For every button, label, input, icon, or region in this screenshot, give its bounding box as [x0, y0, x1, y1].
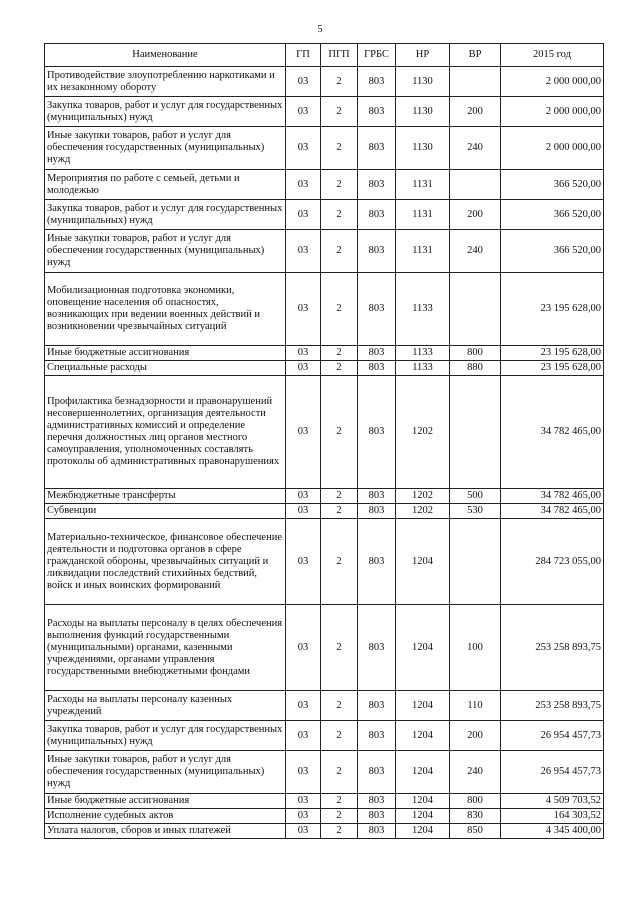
row-gp: 03	[286, 273, 321, 346]
row-nr: 1130	[396, 97, 450, 127]
budget-table	[44, 43, 604, 839]
row-gp: 03	[286, 97, 321, 127]
row-pgp: 2	[321, 67, 358, 97]
row-name: Межбюджетные трансферты	[45, 489, 286, 504]
row-pgp: 2	[321, 127, 358, 170]
row-name: Специальные расходы	[45, 361, 286, 376]
row-grbs: 803	[358, 346, 396, 361]
row-name: Уплата налогов, сборов и иных платежей	[45, 824, 286, 839]
row-grbs: 803	[358, 824, 396, 839]
row-gp: 03	[286, 824, 321, 839]
row-vr: 240	[450, 127, 501, 170]
row-pgp: 2	[321, 721, 358, 751]
row-gp: 03	[286, 127, 321, 170]
table-row	[45, 230, 604, 273]
row-vr: 850	[450, 824, 501, 839]
row-vr: 880	[450, 361, 501, 376]
row-grbs: 803	[358, 519, 396, 605]
row-amount: 366 520,00	[501, 200, 604, 230]
row-vr	[450, 376, 501, 489]
table-row	[45, 504, 604, 519]
table-header-row	[45, 44, 604, 67]
row-grbs: 803	[358, 794, 396, 809]
row-amount: 253 258 893,75	[501, 605, 604, 691]
row-vr: 240	[450, 230, 501, 273]
header-nr: НР	[396, 44, 450, 67]
row-amount: 34 782 465,00	[501, 489, 604, 504]
row-grbs: 803	[358, 504, 396, 519]
row-pgp: 2	[321, 605, 358, 691]
row-gp: 03	[286, 230, 321, 273]
row-grbs: 803	[358, 809, 396, 824]
row-amount: 26 954 457,73	[501, 751, 604, 794]
header-name: Наименование	[45, 44, 286, 67]
row-name: Закупка товаров, работ и услуг для государственных (муниципальных) нужд	[45, 721, 286, 751]
row-vr: 200	[450, 97, 501, 127]
table-row	[45, 519, 604, 605]
row-grbs: 803	[358, 376, 396, 489]
row-gp: 03	[286, 67, 321, 97]
row-pgp: 2	[321, 489, 358, 504]
row-amount: 23 195 628,00	[501, 346, 604, 361]
row-nr: 1133	[396, 273, 450, 346]
row-vr: 830	[450, 809, 501, 824]
row-vr: 240	[450, 751, 501, 794]
row-grbs: 803	[358, 230, 396, 273]
row-amount: 284 723 055,00	[501, 519, 604, 605]
row-pgp: 2	[321, 504, 358, 519]
row-amount: 366 520,00	[501, 230, 604, 273]
table-row	[45, 794, 604, 809]
table-row	[45, 751, 604, 794]
row-name: Профилактика безнадзорности и правонарушений несовершеннолетних, организация деятельности административных комиссий и определение перечня должностных лиц органов местного самоуправления, уполномоченных составлять протоколы об административных правонарушениях	[45, 376, 286, 489]
row-amount: 4 345 400,00	[501, 824, 604, 839]
row-amount: 366 520,00	[501, 170, 604, 200]
row-vr	[450, 170, 501, 200]
row-pgp: 2	[321, 794, 358, 809]
row-gp: 03	[286, 605, 321, 691]
row-amount: 34 782 465,00	[501, 504, 604, 519]
row-vr: 100	[450, 605, 501, 691]
header-vr: ВР	[450, 44, 501, 67]
table-row	[45, 605, 604, 691]
row-gp: 03	[286, 346, 321, 361]
row-pgp: 2	[321, 809, 358, 824]
row-pgp: 2	[321, 751, 358, 794]
row-pgp: 2	[321, 824, 358, 839]
row-grbs: 803	[358, 170, 396, 200]
row-name: Субвенции	[45, 504, 286, 519]
header-gp: ГП	[286, 44, 321, 67]
row-name: Иные бюджетные ассигнования	[45, 346, 286, 361]
table-row	[45, 489, 604, 504]
table-row	[45, 376, 604, 489]
row-name: Иные закупки товаров, работ и услуг для обеспечения государственных (муниципальных) нужд	[45, 230, 286, 273]
row-gp: 03	[286, 170, 321, 200]
table-row	[45, 67, 604, 97]
row-pgp: 2	[321, 97, 358, 127]
row-name: Расходы на выплаты персоналу в целях обеспечения выполнения функций государственными (муниципальными) органами, казенными учреждениями, органами управления государственными внебюджетными фондами	[45, 605, 286, 691]
row-nr: 1204	[396, 794, 450, 809]
row-amount: 2 000 000,00	[501, 97, 604, 127]
row-nr: 1133	[396, 361, 450, 376]
row-nr: 1204	[396, 721, 450, 751]
row-grbs: 803	[358, 691, 396, 721]
row-grbs: 803	[358, 200, 396, 230]
row-nr: 1204	[396, 809, 450, 824]
row-name: Закупка товаров, работ и услуг для государственных (муниципальных) нужд	[45, 200, 286, 230]
row-pgp: 2	[321, 691, 358, 721]
row-grbs: 803	[358, 721, 396, 751]
row-amount: 2 000 000,00	[501, 127, 604, 170]
row-name: Противодействие злоупотреблению наркотиками и их незаконному обороту	[45, 67, 286, 97]
row-vr: 530	[450, 504, 501, 519]
row-name: Мероприятия по работе с семьей, детьми и молодежью	[45, 170, 286, 200]
row-name: Расходы на выплаты персоналу казенных учреждений	[45, 691, 286, 721]
row-gp: 03	[286, 361, 321, 376]
row-pgp: 2	[321, 346, 358, 361]
row-vr: 500	[450, 489, 501, 504]
row-gp: 03	[286, 376, 321, 489]
row-nr: 1202	[396, 504, 450, 519]
row-name: Иные бюджетные ассигнования	[45, 794, 286, 809]
row-vr	[450, 67, 501, 97]
row-nr: 1204	[396, 751, 450, 794]
row-nr: 1204	[396, 691, 450, 721]
page-number: 5	[317, 24, 323, 35]
table-row	[45, 273, 604, 346]
row-pgp: 2	[321, 376, 358, 489]
row-grbs: 803	[358, 489, 396, 504]
row-vr: 800	[450, 346, 501, 361]
row-nr: 1130	[396, 127, 450, 170]
row-amount: 4 509 703,52	[501, 794, 604, 809]
row-nr: 1131	[396, 200, 450, 230]
table-row	[45, 721, 604, 751]
row-name: Иные закупки товаров, работ и услуг для обеспечения государственных (муниципальных) нужд	[45, 127, 286, 170]
row-vr: 200	[450, 721, 501, 751]
row-gp: 03	[286, 809, 321, 824]
row-gp: 03	[286, 200, 321, 230]
row-nr: 1133	[396, 346, 450, 361]
row-pgp: 2	[321, 230, 358, 273]
table-row	[45, 200, 604, 230]
header-pgp: ПГП	[321, 44, 358, 67]
row-grbs: 803	[358, 273, 396, 346]
row-pgp: 2	[321, 519, 358, 605]
row-name: Материально-техническое, финансовое обеспечение деятельности и подготовка органов в сфере гражданской обороны, чрезвычайных ситуаций и ликвидации последствий стихийных бедствий, войск и иных воинских формирований	[45, 519, 286, 605]
row-nr: 1204	[396, 605, 450, 691]
row-amount: 23 195 628,00	[501, 273, 604, 346]
row-gp: 03	[286, 794, 321, 809]
row-pgp: 2	[321, 170, 358, 200]
table-row	[45, 346, 604, 361]
table-row	[45, 170, 604, 200]
table-row	[45, 691, 604, 721]
row-gp: 03	[286, 751, 321, 794]
row-pgp: 2	[321, 361, 358, 376]
row-name: Иные закупки товаров, работ и услуг для обеспечения государственных (муниципальных) нужд	[45, 751, 286, 794]
row-nr: 1204	[396, 824, 450, 839]
row-grbs: 803	[358, 97, 396, 127]
table-row	[45, 127, 604, 170]
row-grbs: 803	[358, 127, 396, 170]
row-vr: 200	[450, 200, 501, 230]
table-row	[45, 361, 604, 376]
row-amount: 23 195 628,00	[501, 361, 604, 376]
row-grbs: 803	[358, 361, 396, 376]
header-grbs: ГРБС	[358, 44, 396, 67]
row-grbs: 803	[358, 751, 396, 794]
row-gp: 03	[286, 504, 321, 519]
row-nr: 1202	[396, 376, 450, 489]
row-name: Закупка товаров, работ и услуг для государственных (муниципальных) нужд	[45, 97, 286, 127]
row-grbs: 803	[358, 605, 396, 691]
row-vr: 800	[450, 794, 501, 809]
row-amount: 26 954 457,73	[501, 721, 604, 751]
row-pgp: 2	[321, 200, 358, 230]
row-pgp: 2	[321, 273, 358, 346]
header-year: 2015 год	[501, 44, 604, 67]
row-vr	[450, 519, 501, 605]
row-gp: 03	[286, 721, 321, 751]
row-nr: 1130	[396, 67, 450, 97]
row-vr	[450, 273, 501, 346]
table-row	[45, 809, 604, 824]
table-row	[45, 824, 604, 839]
row-grbs: 803	[358, 67, 396, 97]
row-nr: 1131	[396, 230, 450, 273]
row-gp: 03	[286, 691, 321, 721]
row-amount: 253 258 893,75	[501, 691, 604, 721]
row-gp: 03	[286, 489, 321, 504]
row-amount: 34 782 465,00	[501, 376, 604, 489]
row-nr: 1131	[396, 170, 450, 200]
row-amount: 2 000 000,00	[501, 67, 604, 97]
row-name: Исполнение судебных актов	[45, 809, 286, 824]
table-row	[45, 97, 604, 127]
row-gp: 03	[286, 519, 321, 605]
row-amount: 164 303,52	[501, 809, 604, 824]
row-name: Мобилизационная подготовка экономики, оповещение населения об опасностях, возникающих при ведении военных действий и возникновении чрезвычайных ситуаций	[45, 273, 286, 346]
row-vr: 110	[450, 691, 501, 721]
row-nr: 1202	[396, 489, 450, 504]
row-nr: 1204	[396, 519, 450, 605]
